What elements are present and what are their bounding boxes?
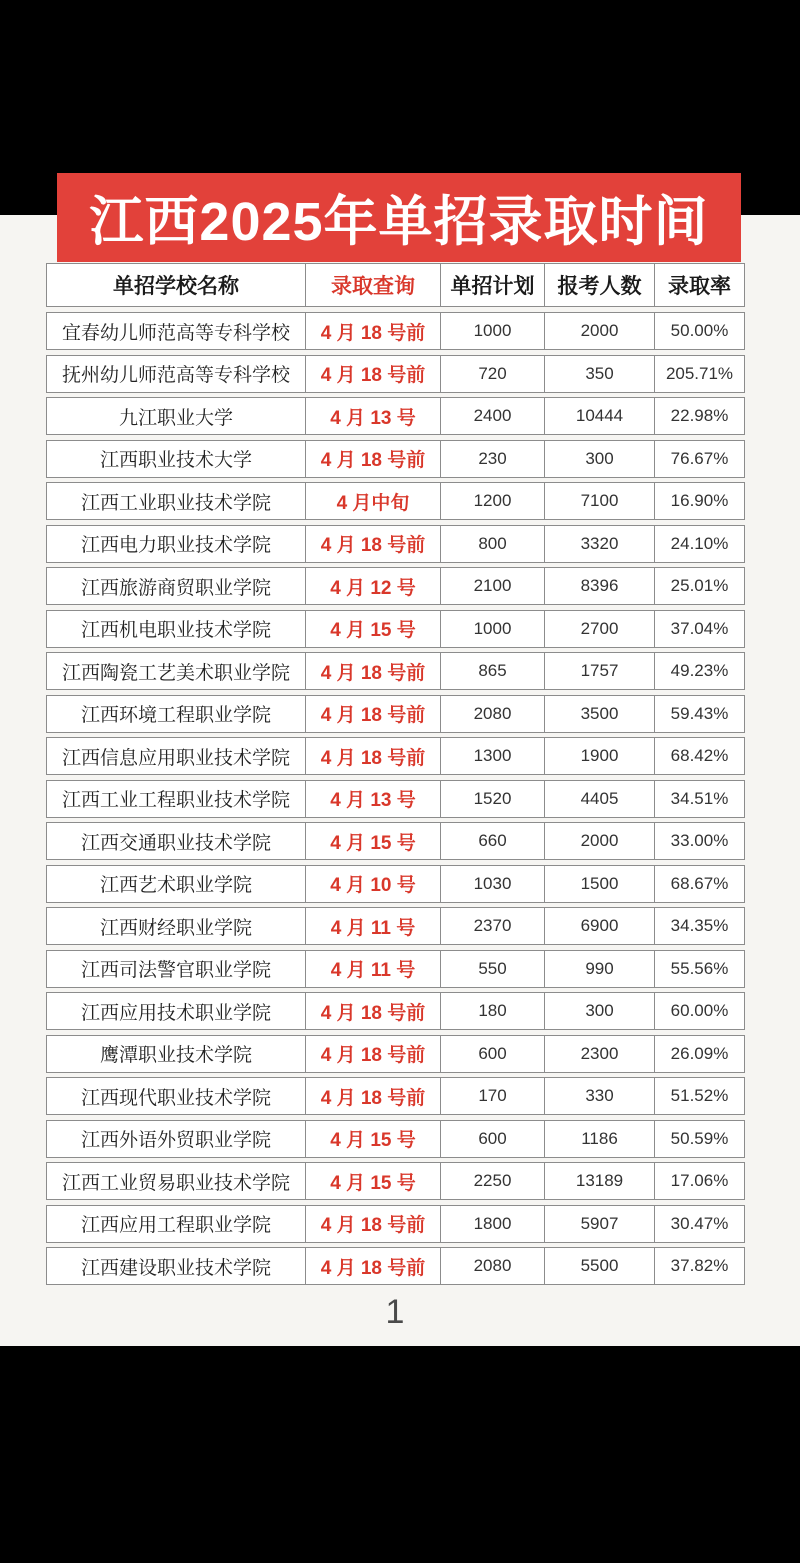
plan-cell: 720: [441, 356, 545, 392]
plan-cell: 1000: [441, 611, 545, 647]
plan-cell: 1800: [441, 1206, 545, 1242]
applicants-cell: 2000: [545, 823, 655, 859]
applicants-cell: 1186: [545, 1121, 655, 1157]
table-row: [46, 1247, 745, 1285]
letterbox-bottom: [0, 1346, 800, 1563]
rate-cell: 51.52%: [670, 1086, 729, 1105]
school-name-cell: 宜春幼儿师范高等专科学校: [47, 313, 306, 349]
applicants-cell: 2300: [545, 1036, 655, 1072]
plan-cell: 800: [441, 526, 545, 562]
plan-cell: 1000: [441, 313, 545, 349]
school-name-cell: 江西旅游商贸职业学院: [47, 568, 306, 604]
plan-cell: 2250: [441, 1163, 545, 1199]
header-enrollment-plan: 单招计划: [441, 264, 545, 306]
school-name-cell: 江西司法警官职业学院: [47, 951, 306, 987]
rate-cell: 22.98%: [670, 406, 729, 425]
header-school-name: 单招学校名称: [47, 264, 306, 306]
table-row: [46, 1205, 745, 1243]
plan-cell: 1030: [441, 866, 545, 902]
applicants-cell: 1900: [545, 738, 655, 774]
table-row: [46, 312, 745, 350]
table-body: [46, 312, 745, 1285]
rate-cell: 37.04%: [670, 618, 729, 638]
plan-cell: 600: [441, 1036, 545, 1072]
school-name-cell: 江西电力职业技术学院: [47, 526, 306, 562]
title-banner: [57, 173, 741, 262]
query-date-cell: 4 月 12 号: [306, 568, 441, 604]
school-name-cell: 江西环境工程职业学院: [47, 696, 306, 732]
query-date-cell: 4 月中旬: [306, 483, 441, 519]
table-row: [46, 1035, 745, 1073]
school-name-cell: 鹰潭职业技术学院: [47, 1036, 306, 1072]
school-name-cell: 抚州幼儿师范高等专科学校: [47, 356, 306, 392]
table-row: [46, 482, 745, 520]
table-row: [46, 1077, 745, 1115]
applicants-cell: 8396: [545, 568, 655, 604]
header-admission-query: 录取查询: [306, 264, 441, 306]
table-row: [46, 1120, 745, 1158]
table-header-row: [46, 263, 745, 307]
plan-cell: 2400: [441, 398, 545, 434]
school-name-cell: 九江职业大学: [47, 398, 306, 434]
query-date-cell: 4 月 18 号前: [306, 1248, 441, 1284]
applicants-cell: 5500: [545, 1248, 655, 1284]
header-admission-rate: 录取率: [668, 275, 731, 298]
rate-cell: 17.06%: [670, 1171, 729, 1190]
school-name-cell: 江西应用工程职业学院: [47, 1206, 306, 1242]
query-date-cell: 4 月 18 号前: [306, 1036, 441, 1072]
rate-cell: 68.67%: [670, 873, 729, 893]
school-name-cell: 江西现代职业技术学院: [47, 1078, 306, 1114]
header-applicant-count: 报考人数: [545, 264, 655, 306]
rate-cell: 26.09%: [670, 1043, 729, 1063]
applicants-cell: 2700: [545, 611, 655, 647]
rate-cell: 33.00%: [670, 831, 729, 850]
applicants-cell: 990: [545, 951, 655, 987]
table-row: [46, 695, 745, 733]
plan-cell: 170: [441, 1078, 545, 1114]
plan-cell: 660: [441, 823, 545, 859]
school-name-cell: 江西工业职业技术学院: [47, 483, 306, 519]
rate-cell: 68.42%: [670, 746, 729, 765]
query-date-cell: 4 月 10 号: [306, 866, 441, 902]
rate-cell: 76.67%: [670, 448, 729, 468]
rate-cell: 34.51%: [670, 788, 729, 808]
rate-cell: 34.35%: [670, 916, 729, 935]
rate-cell: 37.82%: [670, 1256, 729, 1275]
table-row: [46, 950, 745, 988]
school-name-cell: 江西艺术职业学院: [47, 866, 306, 902]
table-row: [46, 865, 745, 903]
table-row: [46, 780, 745, 818]
applicants-cell: 4405: [545, 781, 655, 817]
applicants-cell: 350: [545, 356, 655, 392]
applicants-cell: 300: [545, 441, 655, 477]
query-date-cell: 4 月 18 号前: [306, 653, 441, 689]
applicants-cell: 5907: [545, 1206, 655, 1242]
rate-cell: 205.71%: [665, 363, 734, 383]
table-row: [46, 737, 745, 775]
applicants-cell: 10444: [545, 398, 655, 434]
query-date-cell: 4 月 11 号: [306, 951, 441, 987]
query-date-cell: 4 月 18 号前: [306, 356, 441, 392]
rate-cell: 16.90%: [670, 491, 729, 510]
plan-cell: 550: [441, 951, 545, 987]
plan-cell: 180: [441, 993, 545, 1029]
plan-cell: 1300: [441, 738, 545, 774]
applicants-cell: 3320: [545, 526, 655, 562]
query-date-cell: 4 月 18 号前: [306, 738, 441, 774]
school-name-cell: 江西机电职业技术学院: [47, 611, 306, 647]
query-date-cell: 4 月 18 号前: [306, 696, 441, 732]
school-name-cell: 江西应用技术职业学院: [47, 993, 306, 1029]
rate-cell: 50.00%: [670, 321, 729, 340]
rate-cell: 59.43%: [670, 703, 729, 723]
rate-cell: 24.10%: [670, 533, 729, 553]
table-row: [46, 567, 745, 605]
applicants-cell: 330: [545, 1078, 655, 1114]
rate-cell: 25.01%: [670, 576, 729, 595]
query-date-cell: 4 月 15 号: [306, 1163, 441, 1199]
page-number: 1: [385, 1293, 405, 1331]
table-row: [46, 992, 745, 1030]
plan-cell: 2370: [441, 908, 545, 944]
query-date-cell: 4 月 18 号前: [306, 441, 441, 477]
query-date-cell: 4 月 11 号: [306, 908, 441, 944]
applicants-cell: 2000: [545, 313, 655, 349]
query-date-cell: 4 月 18 号前: [306, 1078, 441, 1114]
applicants-cell: 300: [545, 993, 655, 1029]
school-name-cell: 江西交通职业技术学院: [47, 823, 306, 859]
table-row: [46, 397, 745, 435]
school-name-cell: 江西财经职业学院: [47, 908, 306, 944]
query-date-cell: 4 月 18 号前: [306, 526, 441, 562]
school-name-cell: 江西工业工程职业技术学院: [47, 781, 306, 817]
query-date-cell: 4 月 18 号前: [306, 993, 441, 1029]
rate-cell: 60.00%: [670, 1001, 729, 1020]
table-row: [46, 355, 745, 393]
school-name-cell: 江西建设职业技术学院: [47, 1248, 306, 1284]
query-date-cell: 4 月 13 号: [306, 398, 441, 434]
table-row: [46, 1162, 745, 1200]
admissions-table: [46, 263, 745, 1290]
plan-cell: 865: [441, 653, 545, 689]
table-row: [46, 822, 745, 860]
plan-cell: 230: [441, 441, 545, 477]
rate-cell: 49.23%: [670, 661, 729, 680]
school-name-cell: 江西外语外贸职业学院: [47, 1121, 306, 1157]
plan-cell: 1520: [441, 781, 545, 817]
table-row: [46, 525, 745, 563]
school-name-cell: 江西工业贸易职业技术学院: [47, 1163, 306, 1199]
applicants-cell: 7100: [545, 483, 655, 519]
plan-cell: 2100: [441, 568, 545, 604]
query-date-cell: 4 月 18 号前: [306, 1206, 441, 1242]
table-row: [46, 610, 745, 648]
plan-cell: 1200: [441, 483, 545, 519]
table-row: [46, 907, 745, 945]
school-name-cell: 江西陶瓷工艺美术职业学院: [47, 653, 306, 689]
table-row: [46, 652, 745, 690]
applicants-cell: 6900: [545, 908, 655, 944]
school-name-cell: 江西职业技术大学: [47, 441, 306, 477]
query-date-cell: 4 月 15 号: [306, 823, 441, 859]
applicants-cell: 3500: [545, 696, 655, 732]
query-date-cell: 4 月 15 号: [306, 611, 441, 647]
table-row: [46, 440, 745, 478]
rate-cell: 55.56%: [670, 958, 729, 978]
plan-cell: 2080: [441, 696, 545, 732]
applicants-cell: 13189: [545, 1163, 655, 1199]
school-name-cell: 江西信息应用职业技术学院: [47, 738, 306, 774]
rate-cell: 50.59%: [670, 1128, 729, 1148]
query-date-cell: 4 月 18 号前: [306, 313, 441, 349]
query-date-cell: 4 月 13 号: [306, 781, 441, 817]
applicants-cell: 1757: [545, 653, 655, 689]
page-title: 江西2025年单招录取时间: [89, 192, 709, 252]
query-date-cell: 4 月 15 号: [306, 1121, 441, 1157]
plan-cell: 600: [441, 1121, 545, 1157]
plan-cell: 2080: [441, 1248, 545, 1284]
rate-cell: 30.47%: [670, 1213, 729, 1233]
applicants-cell: 1500: [545, 866, 655, 902]
